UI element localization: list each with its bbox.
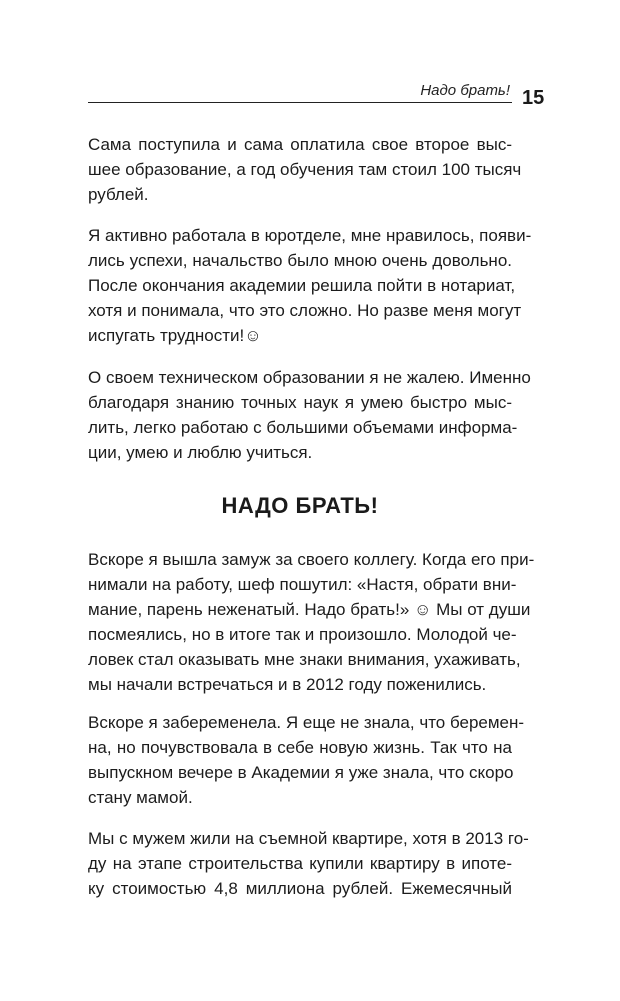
text-line: После окончания академии решила пойти в нотариат,	[88, 276, 516, 295]
section-paragraph-1	[88, 547, 535, 697]
text-line: Сама поступила и сама оплатила свое второе выс-	[88, 135, 512, 154]
text-line: Мы с мужем жили на съемной квартире, хотя в 2013 го-	[88, 829, 529, 848]
text-line: ку стоимостью 4,8 миллиона рублей. Ежемесячный	[88, 879, 512, 898]
text-line: ловек стал оказывать мне знаки внимания, ухаживать,	[88, 650, 521, 669]
text-line: ции, умею и люблю учиться.	[88, 443, 313, 462]
page-number: 15	[522, 87, 545, 109]
text-line: стану мамой.	[88, 788, 193, 807]
section-title: НАДО БРАТЬ!	[221, 493, 379, 518]
text-line: Я активно работала в юротделе, мне нравилось, появи-	[88, 226, 532, 245]
running-title: Надо брать!	[420, 82, 510, 99]
text-line: рублей.	[88, 185, 149, 204]
text-line: на, но почувствовала в себе новую жизнь. Так что на	[88, 738, 512, 757]
text-line: лись успехи, начальство было мною очень довольно.	[88, 251, 512, 270]
running-header	[88, 72, 512, 103]
paragraph-3	[88, 365, 531, 465]
text-line: Вскоре я забеременела. Я еще не знала, что беремен-	[88, 713, 525, 732]
text-line: О своем техническом образовании я не жалею. Именно	[88, 368, 531, 387]
text-line: шее образование, а год обучения там стоил 100 тысяч	[88, 160, 522, 179]
section-paragraph-2	[88, 710, 525, 810]
text-line: испугать трудности!☺	[88, 326, 262, 345]
text-line: посмеялись, но в итоге так и произошло. Молодой че-	[88, 625, 517, 644]
text-line: Вскоре я вышла замуж за своего коллегу. Когда его при-	[88, 550, 535, 569]
text-line: лить, легко работаю с большими объемами информа-	[88, 418, 518, 437]
text-line: ду на этапе строительства купили квартиру в ипоте-	[88, 854, 512, 873]
text-line: мание, парень неженатый. Надо брать!» ☺ Мы от души	[88, 600, 531, 619]
text-line: нимали на работу, шеф пошутил: «Настя, обрати вни-	[88, 575, 517, 594]
paragraph-2	[88, 223, 532, 348]
text-line: мы начали встречаться и в 2012 году поженились.	[88, 675, 487, 694]
text-line: благодаря знанию точных наук я умею быстро мыс-	[88, 393, 512, 412]
text-line: выпускном вечере в Академии я уже знала, что скоро	[88, 763, 514, 782]
text-line: хотя и понимала, что это сложно. Но разве меня могут	[88, 301, 522, 320]
section-paragraph-3	[88, 826, 529, 901]
paragraph-1	[88, 132, 522, 207]
